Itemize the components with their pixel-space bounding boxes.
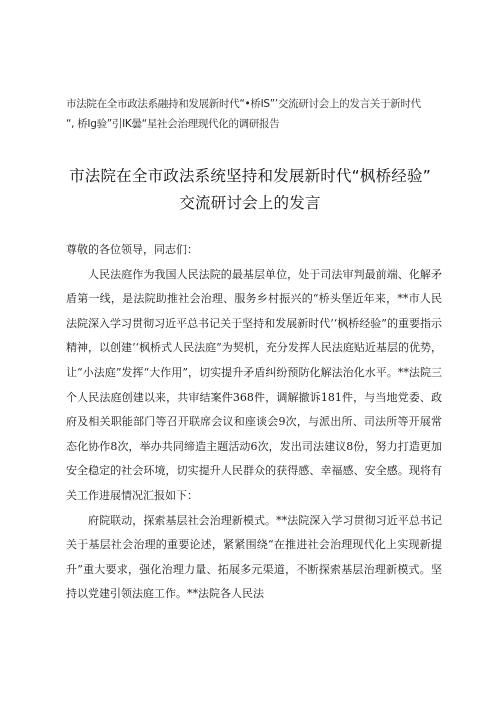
title-line-1: 市法院在全市政法系统坚持和发展新时代“枫桥经验” — [69, 167, 431, 185]
document-header — [66, 94, 446, 134]
body-paragraph-2: 府院联动，探索基层社会治理新模式。**法院深入学习贯彻习近平总书记关于基层社会治理的重要论述，紧紧围绕“在推进社会治理现代化上实现新提升”重大要求，强化治理力量、拓展多元渠道，不断探索基层治理新模式。坚持以党建引领法庭工作。**法院各人民法 — [66, 513, 442, 601]
document-body — [66, 238, 442, 607]
document-title — [0, 163, 500, 217]
header-line-2: “, 桥Ig验”引IK曇“星社会治理现代化的调研报告 — [66, 118, 280, 130]
greeting: 尊敬的各位领导，同志们： — [66, 243, 198, 256]
body-paragraph-1: 人民法庭作为我国人民法院的最基层单位，处于司法审判最前端、化解矛盾第一线，是法院助推社会治理、服务乡村振兴的“桥头堡近年来，**市人民法院深入学习贯彻习近平总书记关于坚持和发展新时代’‘枫桥经验”的重要指示精神，以创建’‘枫桥式人民法庭”为契机，充分发挥人民法庭贴近基层的优势，让“小法庭”发挥“大作用”，切实提升矛盾纠纷预防化解法治化水平。**法院三个人民法庭创建以来，共审结案件368件，调解撤诉181件，与当地党委、政府及相关职能部门等召开联席会议和座谈会9次，与派出所、司法所等开展常态化协作8次，举办共同缔造主题活动6次，发出司法建议8份，努力打造更加安全稳定的社会环境，切实提升人民群众的获得感、幸福感、安全感。现将有关工作进展情况汇报如下： — [66, 267, 442, 502]
title-line-2: 交流研讨会上的发言 — [179, 194, 321, 212]
header-line-1: 市法院在全市政法系融持和发展新时代“•桥IS”’交流研讨会上的发言关于新时代 — [66, 98, 421, 110]
